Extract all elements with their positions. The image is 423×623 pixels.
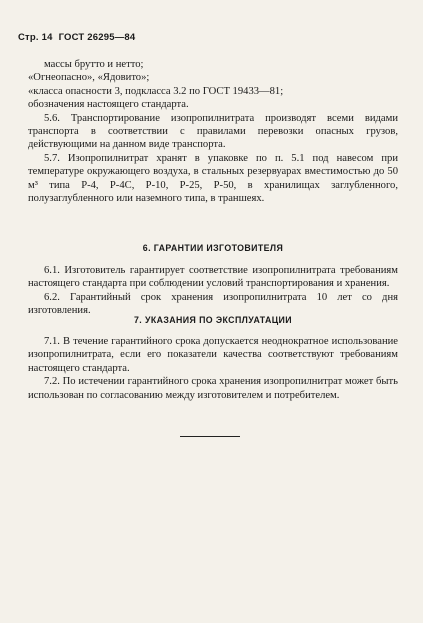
clause-7-1: 7.1. В течение гарантийного срока допускается неоднократное использование изопропилнитрата, если его показатели качества соответствуют требованиям настоящего стандарта.: [28, 336, 398, 374]
clause-5-7: 5.7. Изопропилнитрат хранят в упаковке по п. 5.1 под навесом при температуре окружающего воздуха, в стальных резервуарах вместимостью до 50 м³ типа Р-4, Р-4С, Р-10, Р-25, Р-50, в хранилищах заглубленного, полузаглубленного или наземного типа, в траншеях.: [28, 152, 398, 205]
end-rule: [180, 436, 240, 437]
clause-6-1: 6.1. Изготовитель гарантирует соответствие изопропилнитрата требованиям настоящего стандарта при соблюдении условий транспортирования и хранения.: [28, 265, 398, 290]
marking-line-hazard-labels: «Огнеопасно», «Ядовито»;: [28, 72, 150, 84]
standard-designation: ГОСТ 26295—84: [58, 32, 136, 43]
clause-6-2: 6.2. Гарантийный срок хранения изопропилнитрата 10 лет со дня изготовления.: [28, 291, 398, 317]
marking-line-mass: массы брутто и нетто;: [44, 59, 144, 70]
section-6-body: [28, 264, 398, 318]
page-header: [18, 32, 135, 43]
clause-5-6: 5.6. Транспортирование изопропилнитрата производят всеми видами транспорта в соответствии с правилами перевозки опасных грузов, действующими на данном виде транспорта.: [28, 112, 398, 151]
section-5-continuation: [28, 58, 398, 205]
marking-line-hazard-class: «класса опасности 3, подкласса 3.2 по ГОСТ 19433—81;: [28, 85, 284, 97]
section-6-heading: 6. ГАРАНТИИ ИЗГОТОВИТЕЛЯ: [142, 243, 284, 253]
clause-7-2: 7.2. По истечении гарантийного срока хранения изопропилнитрат может быть использован по согласованию между изготовителем и потребителем.: [28, 376, 398, 401]
marking-line-standard-designation: обозначения настоящего стандарта.: [28, 99, 189, 111]
section-7-heading: 7. УКАЗАНИЯ ПО ЭКСПЛУАТАЦИИ: [133, 315, 293, 325]
page-number-label: Стр. 14: [18, 32, 53, 43]
section-7-body: [28, 335, 398, 402]
